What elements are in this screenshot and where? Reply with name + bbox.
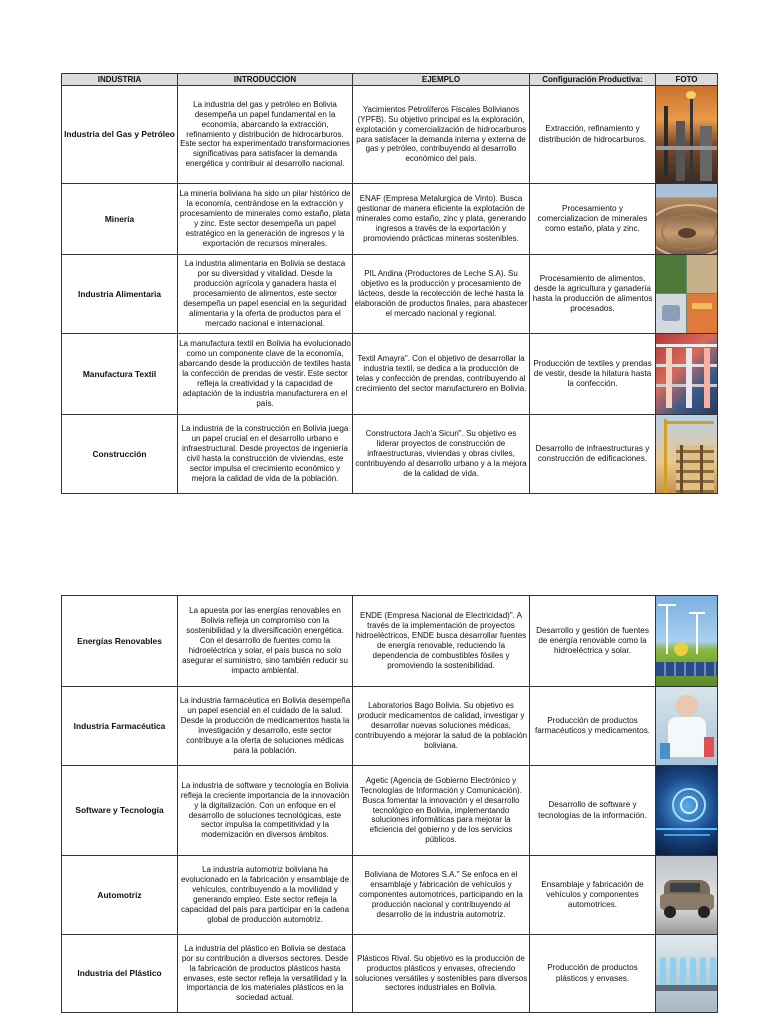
table-row bbox=[62, 856, 718, 935]
oil-refinery-photo bbox=[656, 86, 718, 184]
example-text: Boliviana de Motores S.A." Se enfoca en el ensamblaje y fabricación de vehículos y componentes automotrices, participando en la producción nacional y contribuyendo al desarrollo de la industria automotriz. bbox=[353, 856, 530, 935]
table-row bbox=[62, 86, 718, 184]
food-processing-collage-photo bbox=[656, 255, 718, 334]
introduction-text: La industria del plástico en Bolivia se destaca por su contribución a diversos sectores. Desde la fabricación de productos plásticos hasta envases, este sector refleja la versatilidad y la importancia de los materiales plásticos en la sociedad actual. bbox=[178, 935, 353, 1013]
example-text: Textil Amayra". Con el objetivo de desarrollar la industria textil, se dedica a la producción de telas y confección de prendas, contribuyendo al crecimiento del sector manufacturero en Bolivia. bbox=[353, 334, 530, 415]
industry-name: Construcción bbox=[62, 415, 178, 494]
suv-car-photo bbox=[656, 856, 718, 935]
table-row bbox=[62, 596, 718, 687]
pharma-lab-photo bbox=[656, 687, 718, 766]
configuration-text: Extracción, refinamiento y distribución de hidrocarburos. bbox=[530, 86, 656, 184]
introduction-text: La manufactura textil en Bolivia ha evolucionado como un componente clave de la economía, abarcando desde la producción de textiles hasta la confección de prendas de vestir. Este sector refleja la creatividad y la capacidad de adaptación de la industria manufacturera en el país. bbox=[178, 334, 353, 415]
configuration-text: Producción de textiles y prendas de vestir, desde la hilatura hasta la confección. bbox=[530, 334, 656, 415]
renewable-energy-photo bbox=[656, 596, 718, 687]
configuration-text: Producción de productos plásticos y envases. bbox=[530, 935, 656, 1013]
table-row bbox=[62, 184, 718, 255]
industry-name: Automotriz bbox=[62, 856, 178, 935]
introduction-text: La industria de la construcción en Bolivia juega un papel crucial en el desarrollo urbano e infraestructural. Desde proyectos de ingeniería civil hasta la construcción de viviendas, este sector impulsa el crecimiento económico y mejora la calidad de vida de la población. bbox=[178, 415, 353, 494]
industry-name: Manufactura Textil bbox=[62, 334, 178, 415]
industry-name: Industria del Plástico bbox=[62, 935, 178, 1013]
configuration-text: Desarrollo y gestión de fuentes de energía renovable como la hidroeléctrica y solar. bbox=[530, 596, 656, 687]
table-row bbox=[62, 255, 718, 334]
configuration-text: Procesamiento de alimentos, desde la agricultura y ganadería hasta la producción de alimentos procesados. bbox=[530, 255, 656, 334]
example-text: Laboratorios Bago Bolivia. Su objetivo es producir medicamentos de calidad, investigar y desarrollar nuevas soluciones médicas, contribuyendo a mejorar la salud de la población boliviana. bbox=[353, 687, 530, 766]
table-row bbox=[62, 766, 718, 856]
header-row bbox=[62, 74, 718, 86]
plastic-bottles-production-photo bbox=[656, 935, 718, 1013]
table-row bbox=[62, 334, 718, 415]
header-ejemplo: EJEMPLO bbox=[353, 74, 530, 86]
introduction-text: La minería boliviana ha sido un pilar histórico de la economía, centrándose en la extracción y procesamiento de minerales como estaño, plata y zinc. Este sector desempeña un papel estratégico en la generación de ingresos y la exportación de recursos minerales. bbox=[178, 184, 353, 255]
example-text: ENAF (Empresa Metalurgica de Vinto). Busca gestionar de manera eficiente la explotación de minerales como estaño, zinc y plata, generando ingresos a través de la exportación y promoviendo prácticas mineras sostenibles. bbox=[353, 184, 530, 255]
configuration-text: Procesamiento y comercializacion de minerales como estaño, plata y zinc. bbox=[530, 184, 656, 255]
example-text: ENDE (Empresa Nacional de Electricidad)". A través de la implementación de proyectos hidroeléctricos, ENDE busca desarrollar fuentes de energía renovable, reduciendo la dependencia de combustibles fósiles y promoviendo la sostenibilidad. bbox=[353, 596, 530, 687]
example-text: Yacimientos Petrolíferos Fiscales Bolivianos (YPFB). Su objetivo principal es la exploración, explotación y comercialización de hidrocarburos para satisfacer la demanda interna y externa de gas y petróleo, contribuyendo al desarrollo económico del país. bbox=[353, 86, 530, 184]
industry-table-1 bbox=[61, 73, 718, 494]
header-introduccion: INTRODUCCION bbox=[178, 74, 353, 86]
textile-factory-photo bbox=[656, 334, 718, 415]
introduction-text: La industria del gas y petróleo en Bolivia desempeña un papel fundamental en la economía, abarcando la extracción, refinamiento y distribución de hidrocarburos. Este sector ha experimentado transformaciones significativas para satisfacer la demanda energética y contribuir al desarrollo nacional. bbox=[178, 86, 353, 184]
industry-name: Software y Tecnología bbox=[62, 766, 178, 856]
introduction-text: La industria automotriz boliviana ha evolucionado en la fabricación y ensamblaje de vehículos, contribuyendo a la movilidad y generando empleo. Este sector refleja la capacidad del país para participar en la cadena global de producción automotriz. bbox=[178, 856, 353, 935]
industry-name: Industria Alimentaria bbox=[62, 255, 178, 334]
introduction-text: La industria farmacéutica en Bolivia desempeña un papel esencial en el cuidado de la salud. Desde la producción de medicamentos hasta la investigación y desarrollo, este sector contribuye a la oferta de soluciones médicas para la población. bbox=[178, 687, 353, 766]
header-foto: FOTO bbox=[656, 74, 718, 86]
table-row bbox=[62, 415, 718, 494]
example-text: Agetic (Agencia de Gobierno Electrónico y Tecnologías de Información y Comunicación). Busca fomentar la innovación y el desarrollo tecnológico en Bolivia, implementando soluciones informáticas para mejorar la eficiencia del gobierno y de los servicios públicos. bbox=[353, 766, 530, 856]
configuration-text: Producción de productos farmacéuticos y medicamentos. bbox=[530, 687, 656, 766]
introduction-text: La industria alimentaria en Bolivia se destaca por su diversidad y vitalidad. Desde la producción agrícola y ganadera hasta el procesamiento de alimentos, este sector desempeña un papel esencial en la seguridad alimentaria y la oferta de productos para el mercado nacional e internacional. bbox=[178, 255, 353, 334]
header-configuracion: Configuración Productiva: bbox=[530, 74, 656, 86]
example-text: Constructora Jach'a Sicuri". Su objetivo es liderar proyectos de construcción de infraestructuras, viviendas y obras civiles, contribuyendo al desarrollo urbano y a la mejora de la calidad de vida. bbox=[353, 415, 530, 494]
open-pit-mine-photo bbox=[656, 184, 718, 255]
table-row bbox=[62, 935, 718, 1013]
configuration-text: Desarrollo de software y tecnologías de la información. bbox=[530, 766, 656, 856]
example-text: Plásticos Rival. Su objetivo es la producción de productos plásticos y envases, ofreciendo soluciones versátiles y sostenibles para diversos sectores industriales en Bolivia. bbox=[353, 935, 530, 1013]
table-row bbox=[62, 687, 718, 766]
industry-name: Minería bbox=[62, 184, 178, 255]
construction-crane-photo bbox=[656, 415, 718, 494]
configuration-text: Ensamblaje y fabricación de vehículos y componentes automotrices. bbox=[530, 856, 656, 935]
industry-table-2 bbox=[61, 595, 718, 1013]
industry-name: Industria Farmacéutica bbox=[62, 687, 178, 766]
industry-name: Industria del Gas y Petróleo bbox=[62, 86, 178, 184]
example-text: PIL Andina (Productores de Leche S.A). Su objetivo es la producción y procesamiento de lácteos, desde la recolección de leche hasta la elaboración de productos finales, para abastecer el mercado nacional y regional. bbox=[353, 255, 530, 334]
industry-name: Energías Renovables bbox=[62, 596, 178, 687]
introduction-text: La industria de software y tecnología en Bolivia refleja la creciente importancia de la innovación y la digitalización. Con un enfoque en el desarrollo de soluciones tecnológicas, este sector impulsa la competitividad y la modernización en diversos ámbitos. bbox=[178, 766, 353, 856]
introduction-text: La apuesta por las energías renovables en Bolivia refleja un compromiso con la sostenibilidad y la diversificación energética. Con el desarrollo de fuentes como la hidroeléctrica y solar, el país busca no solo asegurar el suministro, sino también reducir su impacto ambiental. bbox=[178, 596, 353, 687]
configuration-text: Desarrollo de infraestructuras y construcción de edificaciones. bbox=[530, 415, 656, 494]
technology-photo bbox=[656, 766, 718, 856]
header-industria: INDUSTRIA bbox=[62, 74, 178, 86]
